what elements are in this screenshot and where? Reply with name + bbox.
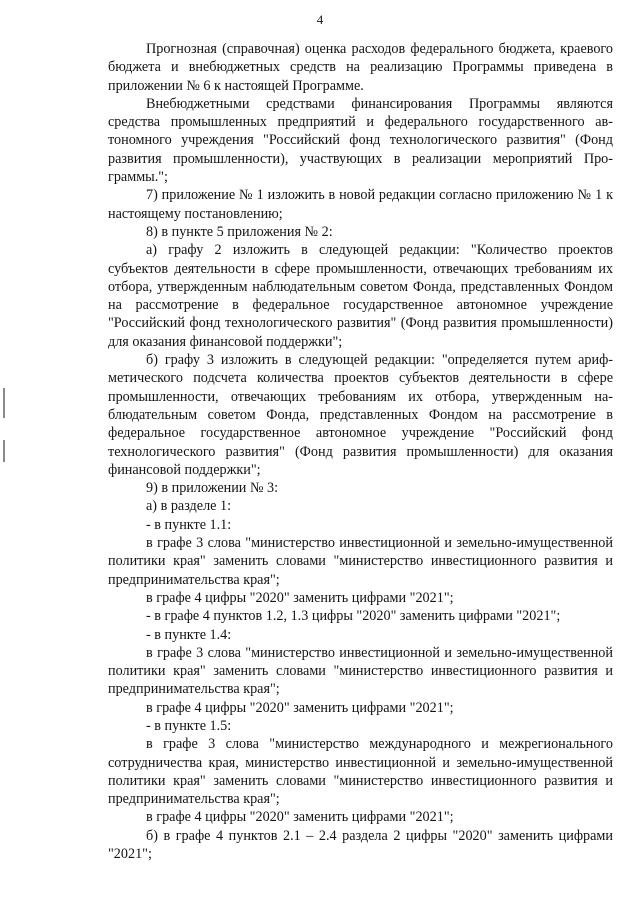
paragraph: в графе 3 слова "министерство инвестиционной и земельно-имущественной политики края" заменить словами "министерство инвестиционного развития и предпринимательства края"; [108,535,613,588]
paragraph: б) графу 3 изложить в следующей редакции: "определяется путем арифметического подсчета количества проектов субъектов деятельности в сфере промышленности, отвечающих требованиям их отбора, утвержденным наблюдательным советом Фонда, представленных Фондом на рассмотрение в федеральное государственное автономное учреждение "Российский фонд технологического развития" (Фонд развития промышленности) для оказания финансовой поддержки"; [108,352,613,478]
paragraph: 9) в приложении № 3: [146,480,279,497]
paragraph: в графе 4 цифры "2020" заменить цифрами "2021"; [146,699,454,716]
paragraph: в графе 3 слова "министерство инвестиционной и земельно-имущественной политики края" заменить словами "министерство инвестиционного развития и предпринимательства края"; [108,644,613,698]
scan-edge-mark [3,440,5,462]
paragraph: 8) в пункте 5 приложения № 2: [146,223,333,240]
page-number: 4 [316,12,324,27]
paragraph: - в пункте 1.4: [146,626,232,643]
paragraph: 7) приложение № 1 изложить в новой редакции согласно приложению № 1 к настоящему постановлению; [108,187,613,222]
paragraph: Прогнозная (справочная) оценка расходов федерального бюджета, краевого бюджета и внебюджетных средств на реализацию Программы приведена в приложении № 6 к настоящей Программе. [108,41,613,94]
paragraph: - в пункте 1.1: [146,516,232,533]
paragraph: в графе 4 цифры "2020" заменить цифрами "2021"; [146,809,454,826]
paragraph: - в графе 4 пунктов 1.2, 1.3 цифры "2020" заменить цифрами "2021"; [146,608,561,625]
paragraph: - в пункте 1.5: [146,717,232,734]
scan-edge-mark [3,388,5,418]
paragraph: в графе 4 цифры "2020" заменить цифрами "2021"; [146,589,454,606]
paragraph: а) графу 2 изложить в следующей редакции: "Количество проектов субъектов деятельности в сфере промышленности, отвечающих требованиям их отбора, утвержденным наблюдательным советом Фонда, представленных Фондом на рассмотрение в федеральное государственное автономное учреждение "Российский фонд технологического развития" (Фонд развития промышленности) для оказания финансовой поддержки"; [108,242,613,350]
paragraph: в графе 3 слова "министерство международного и межрегионального сотрудничества края, министерство инвестиционной и земельно-имущественной политики края" заменить словами "министерство инвестиционного развития и предпринимательства края"; [108,736,613,808]
paragraph: б) в графе 4 пунктов 2.1 – 2.4 раздела 2 цифры "2020" заменить цифрами "2021"; [108,827,613,863]
document-body [108,40,613,863]
paragraph: Внебюджетными средствами финансирования Программы являются средства промышленных предприятий и федерального государственного автономного учреждения "Российский фонд технологического развития" (Фонд развития промышленности), участвующих в реализации мероприятий Программы."; [108,95,613,186]
paragraph: а) в разделе 1: [146,498,232,515]
